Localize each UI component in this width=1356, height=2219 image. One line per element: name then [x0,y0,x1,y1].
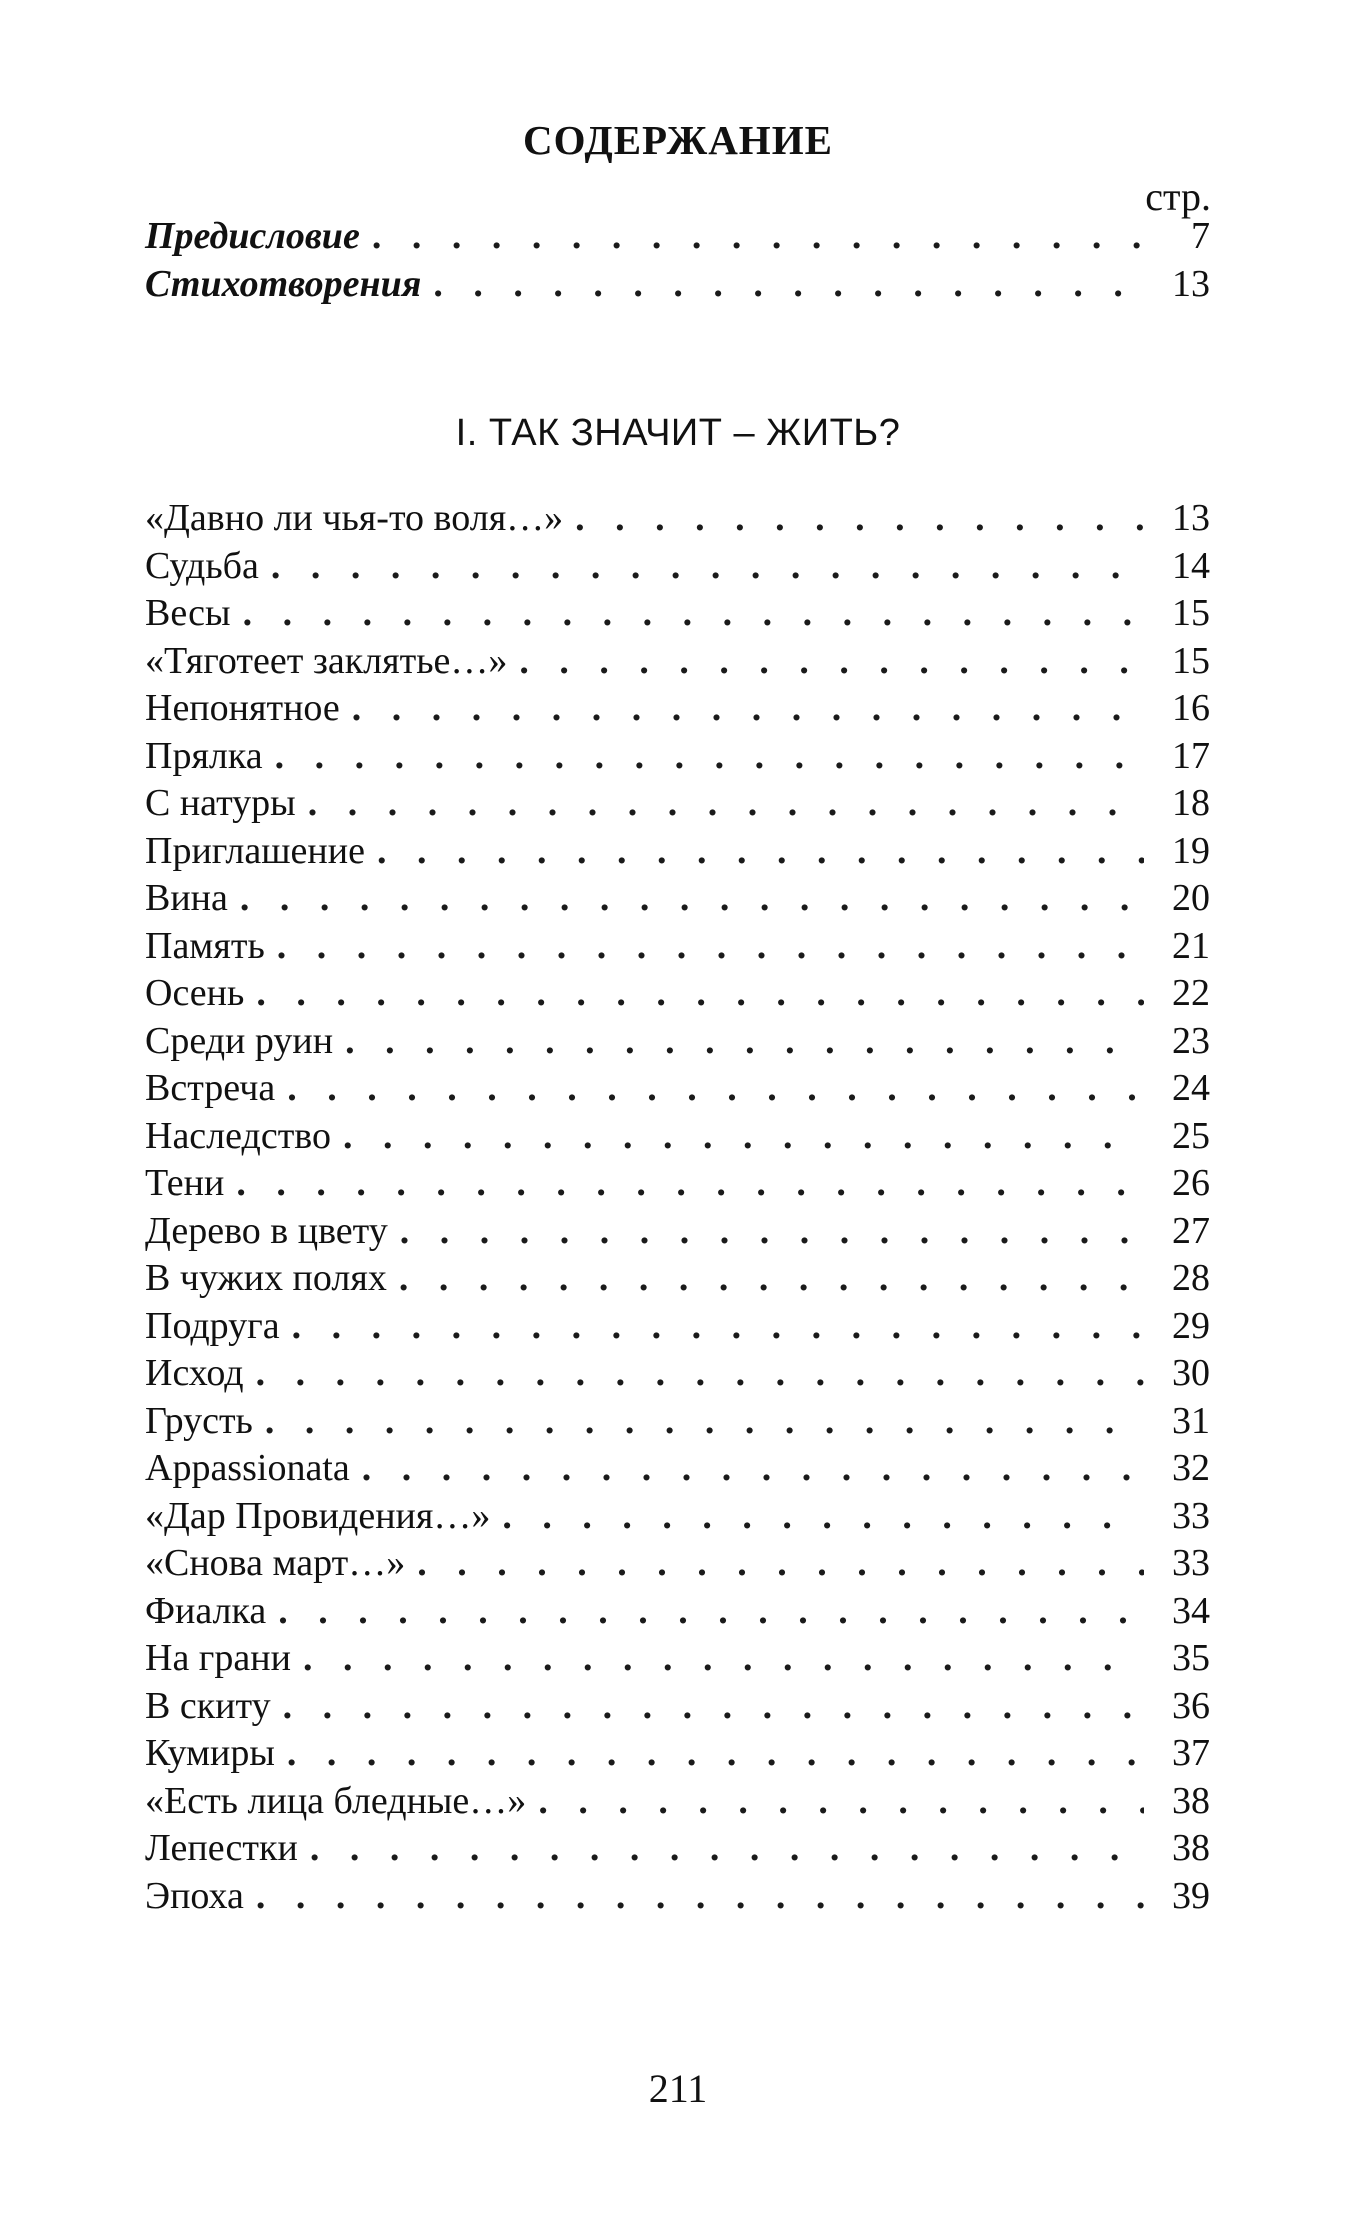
dot-leader [538,1778,1144,1826]
dot-leader [308,780,1144,828]
toc-entry [145,733,1210,781]
toc-entry [145,828,1210,876]
toc-entry-title: «Давно ли чья-то воля…» [145,497,564,539]
toc-entry [145,1255,1210,1303]
dot-leader [271,543,1144,591]
toc-entry [145,1445,1210,1493]
toc-entry-title: «Есть лица бледные…» [145,1779,527,1822]
toc-entry-title: Тени [145,1162,225,1204]
toc-entry-page: 25 [1172,1114,1210,1157]
toc-entry [145,1398,1210,1446]
dot-leader [292,1303,1144,1351]
toc-entry [145,1493,1210,1541]
toc-entry [145,1065,1210,1113]
front-matter-list [145,212,1210,308]
dot-leader [399,1255,1144,1303]
dot-leader [240,875,1144,923]
toc-entry-page: 23 [1172,1019,1210,1062]
toc-entry-page: 27 [1172,1209,1210,1252]
toc-entry-title: Наследство [145,1114,331,1157]
toc-entry-title: Непонятное [145,687,340,729]
dot-leader [256,1350,1144,1398]
toc-entry [145,1683,1210,1731]
toc-entry [145,543,1210,591]
toc-entry-page: 18 [1172,782,1210,824]
toc-entry [145,923,1210,971]
toc-entry [145,1303,1210,1351]
toc-entry [145,495,1210,543]
page-title: СОДЕРЖАНИЕ [523,117,833,163]
toc-entry [145,1588,1210,1636]
dot-leader [345,1018,1144,1066]
dot-leader [287,1065,1144,1113]
toc-entry-page: 36 [1172,1684,1210,1727]
toc-entry-title: Лепестки [145,1827,298,1869]
toc-entry-title: Стихотворения [145,263,422,305]
toc-entry-page: 16 [1172,687,1210,729]
toc-entry-title: Грусть [145,1399,253,1442]
toc-entry-page: 30 [1172,1352,1210,1394]
toc-entry [145,780,1210,828]
dot-leader [433,260,1144,308]
toc-entry [145,1635,1210,1683]
toc-entry-title: Среди руин [145,1019,334,1062]
toc-entry-page: 17 [1172,734,1210,777]
section-entries-list [145,495,1210,1920]
toc-entry-title: Кумиры [145,1732,275,1774]
toc-entry-title: Память [145,924,265,967]
toc-entry [145,875,1210,923]
toc-entry-page: 13 [1172,497,1210,539]
toc-entry [145,685,1210,733]
toc-entry-page: 7 [1191,215,1210,257]
toc-entry-title: «Снова март…» [145,1542,406,1584]
toc-entry-title: Предисловие [145,215,360,257]
toc-entry-page: 22 [1172,972,1210,1014]
toc-entry-title: Весы [145,592,231,634]
toc-entry-title: Встреча [145,1067,276,1109]
dot-leader [278,1588,1144,1636]
toc-entry [145,1778,1210,1826]
toc-entry-title: Приглашение [145,829,365,872]
dot-leader [519,638,1144,686]
dot-leader [352,685,1144,733]
toc-entry-page: 38 [1172,1779,1210,1822]
dot-leader [400,1208,1144,1256]
toc-entry-page: 15 [1172,592,1210,634]
toc-entry-page: 26 [1172,1162,1210,1204]
toc-entry-title: Подруга [145,1304,280,1347]
toc-entry-title: Вина [145,877,228,919]
dot-leader [283,1683,1144,1731]
page-number: 211 [648,2066,708,2111]
toc-entry-page: 15 [1172,639,1210,682]
toc-entry-page: 35 [1172,1637,1210,1679]
toc-entry-page: 37 [1172,1732,1210,1774]
toc-entry [145,1350,1210,1398]
dot-leader [243,590,1144,638]
dot-leader [256,970,1144,1018]
toc-entry [145,1825,1210,1873]
toc-entry [145,212,1210,260]
toc-entry-title: В скиту [145,1684,271,1727]
toc-entry-page: 13 [1172,263,1210,305]
toc-entry-title: Эпоха [145,1874,244,1917]
toc-entry [145,1208,1210,1256]
toc-entry-title: Судьба [145,544,259,587]
toc-entry-page: 24 [1172,1067,1210,1109]
toc-entry [145,260,1210,308]
toc-entry-page: 14 [1172,544,1210,587]
toc-entry-title: С натуры [145,782,296,824]
toc-entry-page: 20 [1172,877,1210,919]
toc-entry [145,970,1210,1018]
toc-entry-page: 31 [1172,1399,1210,1442]
toc-entry-title: В чужих полях [145,1257,387,1299]
toc-entry [145,590,1210,638]
dot-leader [303,1635,1144,1683]
toc-entry-page: 34 [1172,1589,1210,1632]
dot-leader [372,212,1144,260]
dot-leader [256,1873,1144,1921]
dot-leader [362,1445,1144,1493]
toc-entry-title: «Тяготеет заклятье…» [145,639,508,682]
toc-entry-page: 39 [1172,1874,1210,1917]
toc-entry-page: 32 [1172,1447,1210,1489]
toc-entry [145,1113,1210,1161]
dot-leader [417,1540,1144,1588]
toc-entry-title: Дерево в цвету [145,1209,388,1252]
dot-leader [310,1825,1144,1873]
toc-entry [145,1160,1210,1208]
toc-entry-title: Фиалка [145,1589,267,1632]
toc-entry [145,1730,1210,1778]
dot-leader [377,828,1144,876]
toc-entry-page: 21 [1172,924,1210,967]
toc-entry-page: 33 [1172,1494,1210,1537]
toc-entry-page: 38 [1172,1827,1210,1869]
toc-entry [145,1540,1210,1588]
toc-entry [145,1873,1210,1921]
dot-leader [343,1113,1144,1161]
toc-entry [145,1018,1210,1066]
toc-entry-title: Прялка [145,734,263,777]
dot-leader [575,495,1144,543]
dot-leader [277,923,1144,971]
dot-leader [275,733,1144,781]
toc-entry-page: 33 [1172,1542,1210,1584]
dot-leader [287,1730,1144,1778]
dot-leader [236,1160,1144,1208]
toc-entry-page: 19 [1172,829,1210,872]
toc-entry-title: Осень [145,972,245,1014]
toc-entry [145,638,1210,686]
page-column-label: стр. [1145,174,1211,219]
toc-entry-page: 28 [1172,1257,1210,1299]
dot-leader [502,1493,1144,1541]
dot-leader [265,1398,1144,1446]
toc-entry-title: Исход [145,1352,244,1394]
toc-entry-title: Appassionata [145,1447,350,1489]
section-heading: I. ТАК ЗНАЧИТ – ЖИТЬ? [455,412,901,454]
toc-entry-page: 29 [1172,1304,1210,1347]
toc-entry-title: На грани [145,1637,291,1679]
toc-entry-title: «Дар Провидения…» [145,1494,491,1537]
